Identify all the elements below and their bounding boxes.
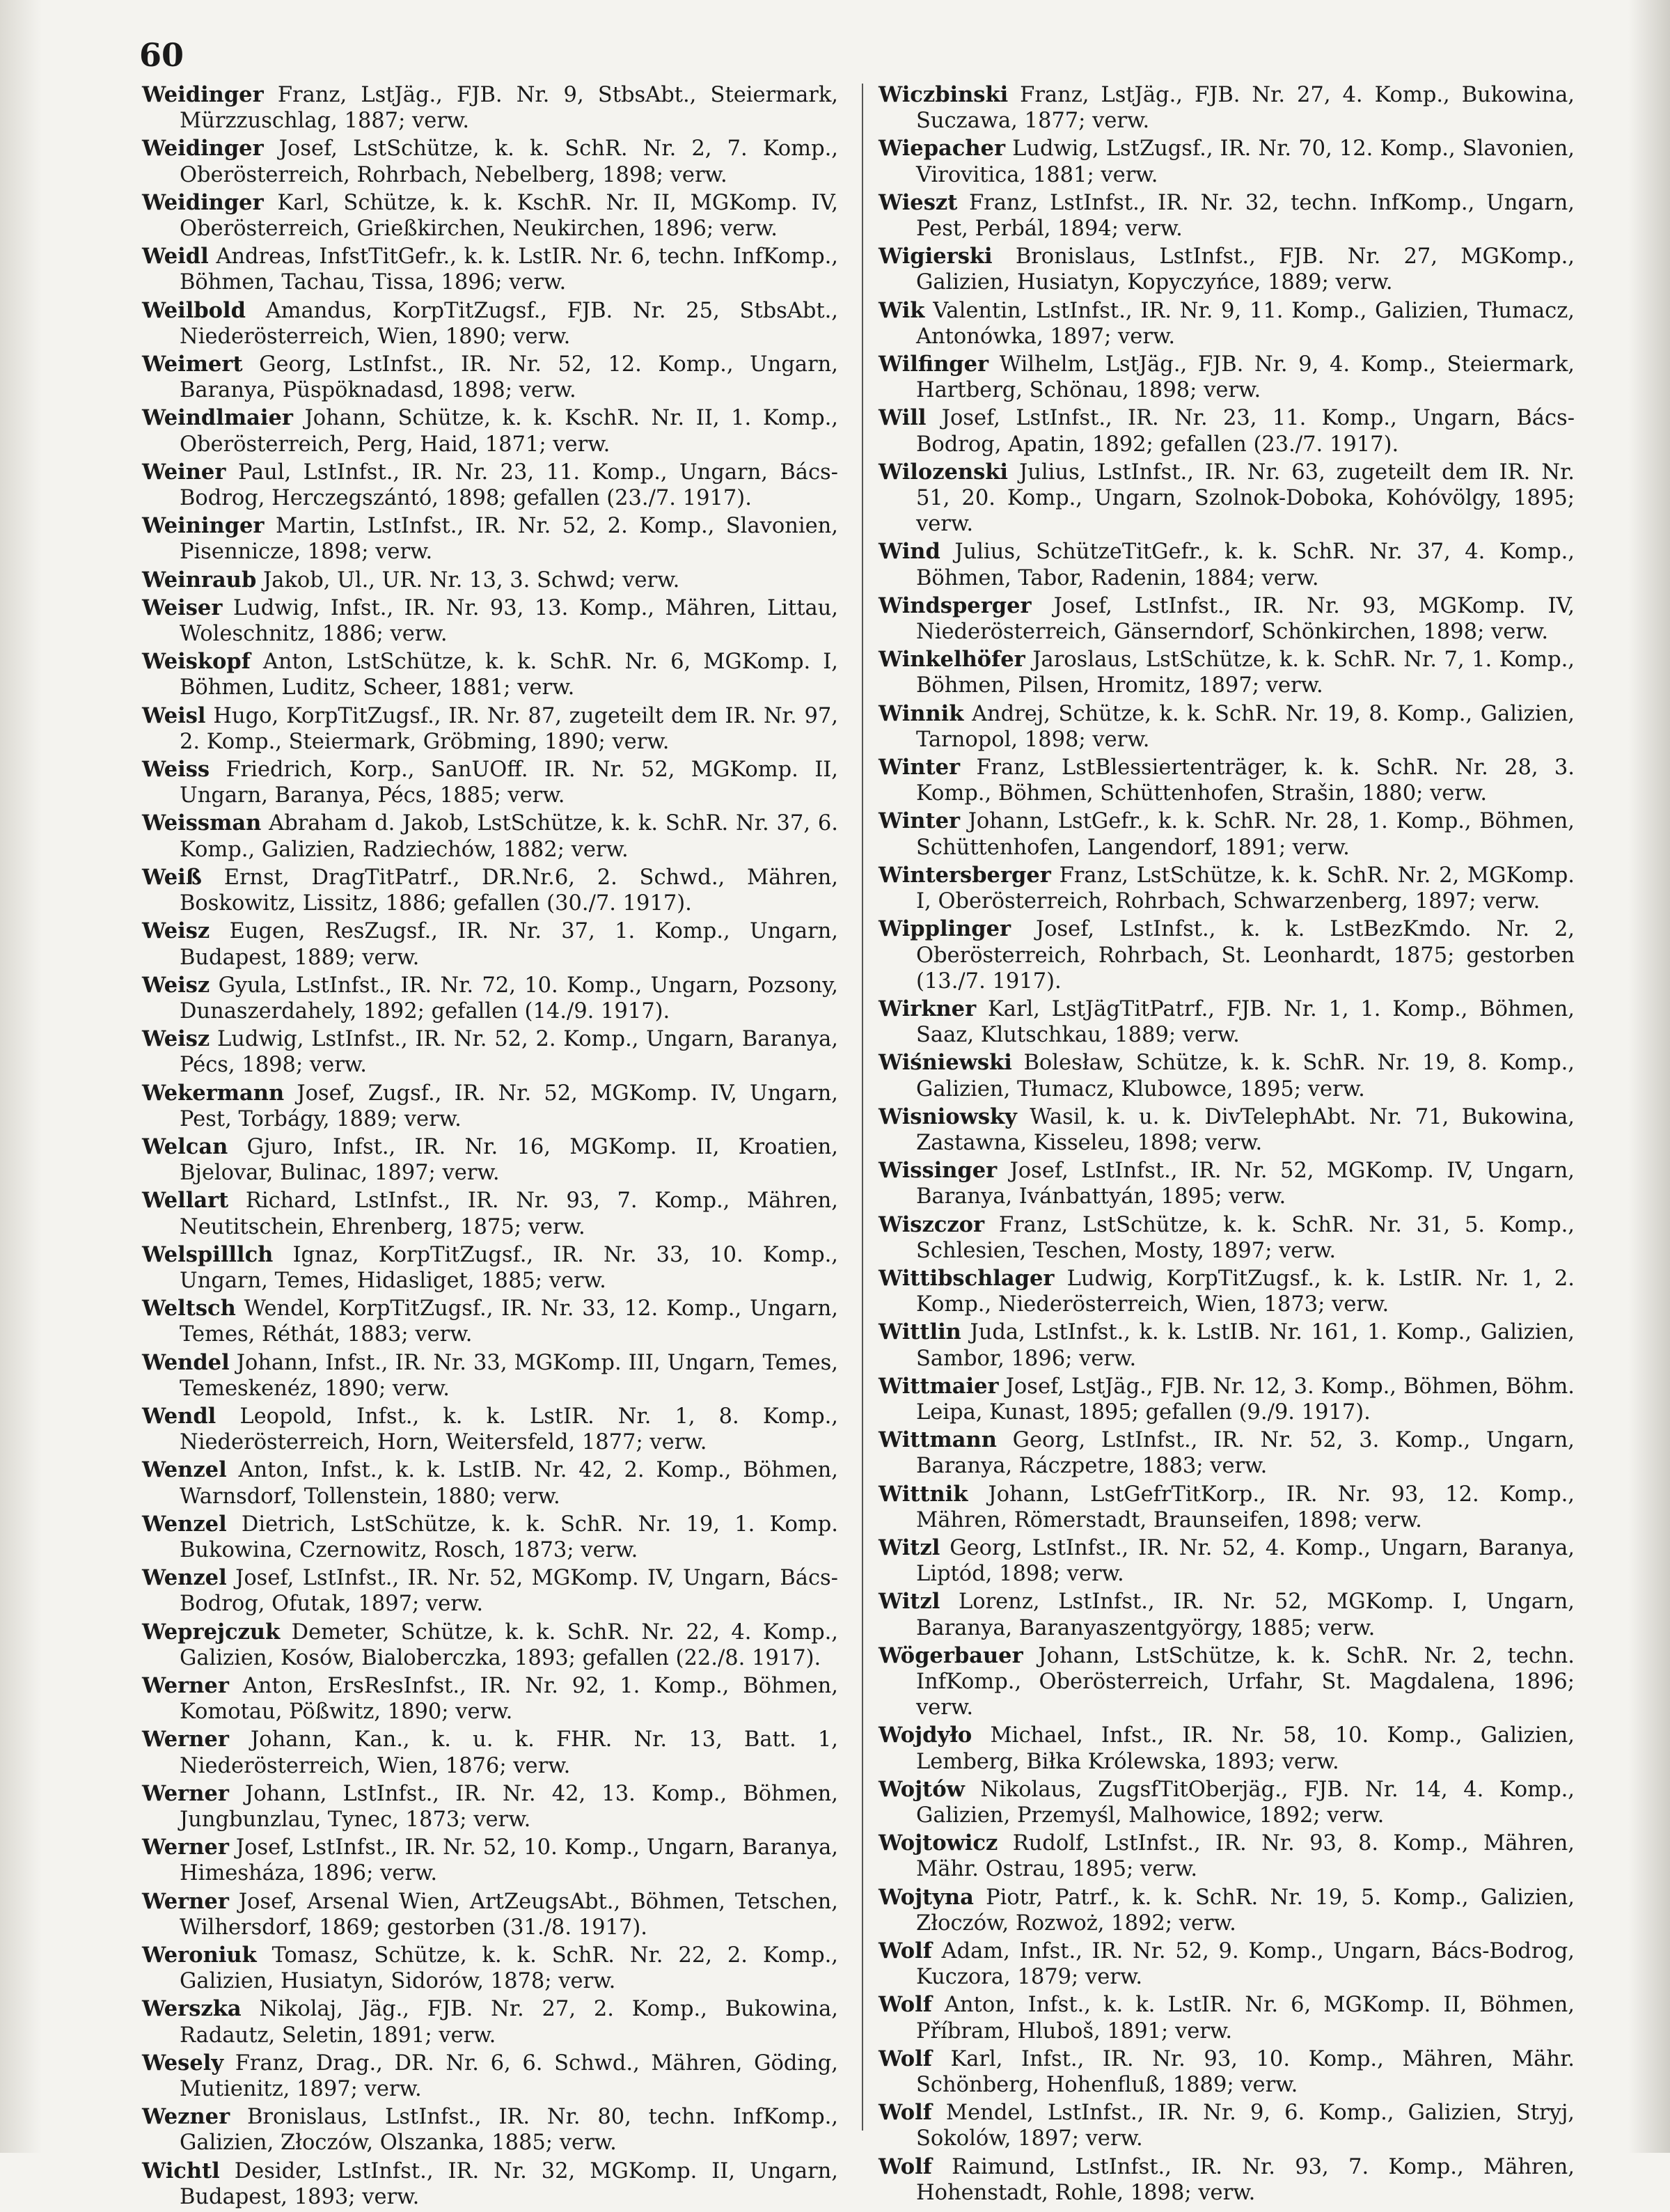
entry-details: Michael, Infst., IR. Nr. 58, 10. Komp., Galizien, Lemberg, Biłka Królewska, 1893; verw. <box>916 1723 1575 1774</box>
entry-surname: Wissinger <box>879 1158 998 1184</box>
entry-details: Abraham d. Jakob, LstSchütze, k. k. SchR. Nr. 37, 6. Komp., Galizien, Radziechów, 1882; verw. <box>180 811 838 862</box>
entry-surname: Wigierski <box>879 244 993 269</box>
entry-surname: Wojtowicz <box>879 1830 998 1856</box>
entry-details: Nikolaus, ZugsfTitOberjäg., FJB. Nr. 14, 4. Komp., Galizien, Przemyśl, Malhowice, 1892; verw. <box>916 1777 1575 1828</box>
casualty-entry <box>879 647 1575 698</box>
entry-details: Valentin, LstInfst., IR. Nr. 9, 11. Komp., Galizien, Tłumacz, Antonówka, 1897; verw. <box>916 298 1575 349</box>
page-edge-shadow-left <box>0 0 42 2153</box>
entry-details: Josef, LstInfst., IR. Nr. 52, MGKomp. IV, Ungarn, Baranya, Ivánbattyán, 1895; verw. <box>916 1159 1575 1209</box>
entry-details: Piotr, Patrf., k. k. SchR. Nr. 19, 5. Komp., Galizien, Złoczów, Rozwoż, 1892; verw. <box>916 1885 1575 1936</box>
entry-surname: Winter <box>879 755 961 781</box>
entry-details: Anton, Infst., k. k. LstIR. Nr. 6, MGKomp. II, Böhmen, Příbram, Hluboš, 1891; verw. <box>916 1993 1575 2044</box>
casualty-entry <box>879 1050 1575 1101</box>
casualty-entry <box>142 513 838 565</box>
casualty-entry <box>142 1512 838 1563</box>
entry-surname: Wiczbinski <box>879 82 1009 107</box>
casualty-entry <box>879 1482 1575 1533</box>
casualty-entry <box>879 136 1575 187</box>
casualty-entry <box>142 1781 838 1833</box>
casualty-entry <box>142 2050 838 2102</box>
casualty-entry <box>879 755 1575 806</box>
casualty-entry <box>879 82 1575 134</box>
casualty-entry <box>142 1565 838 1617</box>
casualty-entry <box>879 916 1575 994</box>
entry-surname: Wilfinger <box>879 352 989 377</box>
casualty-entry <box>879 539 1575 590</box>
entry-details: Friedrich, Korp., SanUOff. IR. Nr. 52, MGKomp. II, Ungarn, Baranya, Pécs, 1885; verw. <box>180 758 838 808</box>
page-number: 60 <box>139 36 184 74</box>
entry-details: Josef, LstSchütze, k. k. SchR. Nr. 2, 7. Komp., Oberösterreich, Rohrbach, Nebelberg, 1898; verw. <box>180 136 838 187</box>
entry-details: Jakob, Ul., UR. Nr. 13, 3. Schwd; verw. <box>262 567 680 593</box>
entry-details: Ludwig, LstZugsf., IR. Nr. 70, 12. Komp., Slavonien, Virovitica, 1881; verw. <box>916 136 1575 187</box>
right-column <box>879 82 1575 2208</box>
casualty-entry <box>879 244 1575 295</box>
casualty-entry <box>879 2154 1575 2206</box>
entry-surname: Wojtów <box>879 1776 965 1802</box>
entry-details: Amandus, KorpTitZugsf., FJB. Nr. 25, StbsAbt., Niederösterreich, Wien, 1890; verw. <box>180 298 839 349</box>
entry-details: Paul, LstInfst., IR. Nr. 23, 11. Komp., Ungarn, Bács-Bodrog, Herczegszántó, 1898; gefallen (23./7. 1917). <box>180 460 838 511</box>
entry-surname: Witzl <box>879 1589 940 1615</box>
casualty-entry <box>879 1885 1575 1936</box>
casualty-entry <box>142 1296 838 1347</box>
casualty-entry <box>879 1319 1575 1371</box>
entry-surname: Wellart <box>142 1188 229 1214</box>
entry-details: Johann, LstSchütze, k. k. SchR. Nr. 2, techn. InfKomp., Oberösterreich, Urfahr, St. Magdalena, 1896; verw. <box>916 1643 1575 1720</box>
casualty-entry <box>142 2104 838 2156</box>
entry-details: Karl, Schütze, k. k. KschR. Nr. II, MGKomp. IV, Oberösterreich, Grießkirchen, Neukirchen, 1896; verw. <box>180 190 838 242</box>
casualty-entry <box>879 1643 1575 1721</box>
entry-details: Franz, LstSchütze, k. k. SchR. Nr. 31, 5. Komp., Schlesien, Teschen, Mosty, 1897; verw. <box>916 1212 1575 1263</box>
entry-surname: Wipplinger <box>879 916 1011 942</box>
entry-details: Rudolf, LstInfst., IR. Nr. 93, 8. Komp., Mähren, Mähr. Ostrau, 1895; verw. <box>916 1831 1575 1882</box>
entry-surname: Wolf <box>879 2154 932 2179</box>
entry-surname: Wichtl <box>142 2158 220 2183</box>
entry-details: Andreas, InfstTitGefr., k. k. LstIR. Nr. 6, techn. InfKomp., Böhmen, Tachau, Tissa, 1896; verw. <box>180 244 838 295</box>
entry-details: Tomasz, Schütze, k. k. SchR. Nr. 22, 2. Komp., Galizien, Husiatyn, Sidorów, 1878; verw. <box>180 1943 838 1994</box>
entry-surname: Werner <box>142 1672 229 1698</box>
entry-surname: Wögerbauer <box>879 1642 1023 1668</box>
entry-surname: Weisz <box>142 1026 210 1052</box>
page-edge-shadow-right <box>1628 0 1670 2153</box>
entry-surname: Wolf <box>879 2100 932 2126</box>
entry-surname: Weiskopf <box>142 649 251 675</box>
entry-surname: Weinraub <box>142 567 257 593</box>
casualty-entry <box>879 1427 1575 1479</box>
left-column <box>142 82 838 2212</box>
casualty-entry <box>142 190 838 242</box>
entry-surname: Winkelhöfer <box>879 647 1025 673</box>
entry-surname: Wenzel <box>142 1511 227 1537</box>
entry-surname: Wenzel <box>142 1565 227 1591</box>
casualty-entry <box>142 1835 838 1886</box>
casualty-entry <box>879 808 1575 860</box>
entry-surname: Wirkner <box>879 996 977 1021</box>
entry-surname: Werner <box>142 1727 229 1752</box>
entry-details: Adam, Infst., IR. Nr. 52, 9. Komp., Ungarn, Bács-Bodrog, Kuczora, 1879; verw. <box>916 1939 1575 1990</box>
casualty-entry <box>879 298 1575 350</box>
entry-surname: Weidinger <box>142 82 264 107</box>
entry-details: Bolesław, Schütze, k. k. SchR. Nr. 19, 8. Komp., Galizien, Tłumacz, Klubowce, 1895; verw. <box>916 1051 1575 1101</box>
casualty-entry <box>142 460 838 511</box>
entry-surname: Weiß <box>142 864 202 890</box>
casualty-entry <box>879 996 1575 1048</box>
entry-details: Josef, Arsenal Wien, ArtZeugsAbt., Böhmen, Tetschen, Wilhersdorf, 1869; gestorben (31./8. 1917). <box>180 1889 838 1940</box>
entry-surname: Welcan <box>142 1134 228 1159</box>
entry-surname: Winnik <box>879 700 964 726</box>
entry-surname: Weidl <box>142 244 209 269</box>
entry-surname: Wojtyna <box>879 1884 974 1910</box>
entry-surname: Wendl <box>142 1403 216 1429</box>
casualty-entry <box>142 1889 838 1940</box>
entry-details: Jaroslaus, LstSchütze, k. k. SchR. Nr. 7, 1. Komp., Böhmen, Pilsen, Hromitz, 1897; verw. <box>916 648 1575 698</box>
entry-surname: Welspilllch <box>142 1241 274 1267</box>
casualty-entry <box>142 1619 838 1671</box>
casualty-entry <box>879 1374 1575 1425</box>
casualty-entry <box>142 649 838 700</box>
entry-details: Julius, LstInfst., IR. Nr. 63, zugeteilt dem IR. Nr. 51, 20. Komp., Ungarn, Szolnok-Doboka, Kohóvölgy, 1895; verw. <box>916 460 1575 537</box>
entry-details: Johann, LstInfst., IR. Nr. 42, 13. Komp., Böhmen, Jungbunzlau, Tynec, 1873; verw. <box>180 1781 838 1832</box>
entry-surname: Werner <box>142 1780 229 1806</box>
entry-details: Johann, Kan., k. u. k. FHR. Nr. 13, Batt. 1, Niederösterreich, Wien, 1876; verw. <box>180 1727 838 1778</box>
entry-surname: Werner <box>142 1888 229 1914</box>
entry-surname: Weiner <box>142 459 226 485</box>
entry-details: Josef, LstInfst., IR. Nr. 93, MGKomp. IV, Niederösterreich, Gänserndorf, Schönkirchen, 1898; verw. <box>916 593 1575 645</box>
entry-surname: Weilbold <box>142 297 246 323</box>
entry-surname: Wittnik <box>879 1481 968 1507</box>
entry-surname: Weininger <box>142 513 265 539</box>
entry-details: Nikolaj, Jäg., FJB. Nr. 27, 2. Komp., Bukowina, Radautz, Seletin, 1891; verw. <box>180 1997 838 2048</box>
entry-details: Georg, LstInfst., IR. Nr. 52, 12. Komp., Ungarn, Baranya, Püspöknadasd, 1898; verw. <box>180 352 838 403</box>
casualty-entry <box>142 595 838 647</box>
entry-details: Gjuro, Infst., IR. Nr. 16, MGKomp. II, Kroatien, Bjelovar, Bulinac, 1897; verw. <box>180 1134 838 1186</box>
casualty-entry <box>142 865 838 916</box>
entry-details: Franz, LstJäg., FJB. Nr. 9, StbsAbt., Steiermark, Mürzzuschlag, 1887; verw. <box>180 83 839 134</box>
casualty-entry <box>879 1830 1575 1882</box>
casualty-entry <box>142 1943 838 1994</box>
entry-surname: Wolf <box>879 2046 932 2071</box>
entry-details: Karl, LstJägTitPatrf., FJB. Nr. 1, 1. Komp., Böhmen, Saaz, Klutschkau, 1889; verw. <box>916 996 1575 1048</box>
casualty-entry <box>142 1727 838 1778</box>
casualty-entry <box>142 1673 838 1725</box>
entry-details: Franz, LstSchütze, k. k. SchR. Nr. 2, MGKomp. I, Oberösterreich, Rohrbach, Schwarzenberg, 1897; verw. <box>916 863 1575 914</box>
casualty-entry <box>142 1350 838 1402</box>
entry-details: Franz, LstBlessiertenträger, k. k. SchR. Nr. 28, 3. Komp., Böhmen, Schüttenhofen, Strašin, 1880; verw. <box>916 755 1575 806</box>
entry-details: Mendel, LstInfst., IR. Nr. 9, 6. Komp., Galizien, Stryj, Sokolów, 1897; verw. <box>916 2101 1575 2151</box>
entry-details: Anton, ErsResInfst., IR. Nr. 92, 1. Komp., Böhmen, Komotau, Pößwitz, 1890; verw. <box>180 1673 838 1725</box>
entry-surname: Werner <box>142 1835 229 1860</box>
entry-surname: Wieszt <box>879 189 958 215</box>
entry-details: Anton, LstSchütze, k. k. SchR. Nr. 6, MGKomp. I, Böhmen, Luditz, Scheer, 1881; verw. <box>180 650 838 700</box>
casualty-entry <box>879 1212 1575 1264</box>
entry-surname: Weidinger <box>142 189 264 215</box>
entry-details: Desider, LstInfst., IR. Nr. 32, MGKomp. II, Ungarn, Budapest, 1893; verw. <box>180 2158 838 2209</box>
casualty-entry <box>142 1457 838 1509</box>
entry-details: Josef, LstInfst., IR. Nr. 52, 10. Komp., Ungarn, Baranya, Himesháza, 1896; verw. <box>180 1835 838 1886</box>
entry-details: Raimund, LstInfst., IR. Nr. 93, 7. Komp., Mähren, Hohenstadt, Rohle, 1898; verw. <box>916 2154 1575 2205</box>
entry-surname: Wezner <box>142 2104 230 2130</box>
casualty-entry <box>879 1777 1575 1828</box>
casualty-entry <box>879 1535 1575 1587</box>
entry-surname: Weisz <box>142 918 210 944</box>
casualty-entry <box>879 1723 1575 1774</box>
column-divider <box>862 84 863 2131</box>
entry-details: Julius, SchützeTitGefr., k. k. SchR. Nr. 37, 4. Komp., Böhmen, Tabor, Radenin, 1884; verw. <box>916 540 1575 590</box>
entry-details: Franz, LstJäg., FJB. Nr. 27, 4. Komp., Bukowina, Suczawa, 1877; verw. <box>916 83 1575 134</box>
casualty-entry <box>142 136 838 187</box>
entry-surname: Weisz <box>142 972 210 998</box>
entry-details: Dietrich, LstSchütze, k. k. SchR. Nr. 19, 1. Komp. Bukowina, Czernowitz, Rosch, 1873; verw. <box>180 1512 838 1562</box>
entry-details: Bronislaus, LstInfst., FJB. Nr. 27, MGKomp., Galizien, Husiatyn, Kopyczyńce, 1889; verw. <box>916 244 1575 295</box>
entry-surname: Weroniuk <box>142 1943 257 1968</box>
casualty-entry <box>879 190 1575 242</box>
casualty-entry <box>142 1026 838 1078</box>
casualty-entry <box>879 405 1575 457</box>
entry-details: Josef, LstInfst., IR. Nr. 52, MGKomp. IV, Ungarn, Bács-Bodrog, Ofutak, 1897; verw. <box>180 1566 838 1617</box>
casualty-entry <box>879 1992 1575 2044</box>
entry-surname: Wiepacher <box>879 136 1006 162</box>
entry-details: Gyula, LstInfst., IR. Nr. 72, 10. Komp., Ungarn, Pozsony, Dunaszerdahely, 1892; gefallen (14./9. 1917). <box>180 973 839 1023</box>
casualty-entry <box>142 918 838 970</box>
entry-details: Demeter, Schütze, k. k. SchR. Nr. 22, 4. Komp., Galizien, Kosów, Bialoberczka, 1893; gefallen (22./8. 1917). <box>180 1619 838 1670</box>
entry-details: Josef, Zugsf., IR. Nr. 52, MGKomp. IV, Ungarn, Pest, Torbágy, 1889; verw. <box>180 1081 838 1131</box>
casualty-entry <box>142 1404 838 1455</box>
entry-details: Anton, Infst., k. k. LstIB. Nr. 42, 2. Komp., Böhmen, Warnsdorf, Tollenstein, 1880; verw. <box>180 1458 838 1509</box>
casualty-entry <box>879 701 1575 753</box>
entry-surname: Wojdyło <box>879 1723 972 1748</box>
entry-surname: Weiser <box>142 595 223 620</box>
entry-details: Johann, LstGefr., k. k. SchR. Nr. 28, 1. Komp., Böhmen, Schüttenhofen, Langendorf, 1891; verw. <box>916 809 1575 860</box>
entry-details: Juda, LstInfst., k. k. LstIB. Nr. 161, 1. Komp., Galizien, Sambor, 1896; verw. <box>916 1320 1575 1371</box>
entry-surname: Wittmaier <box>879 1373 999 1399</box>
entry-details: Franz, LstInfst., IR. Nr. 32, techn. InfKomp., Ungarn, Pest, Perbál, 1894; verw. <box>916 190 1575 242</box>
entry-surname: Weindlmaier <box>142 405 293 431</box>
entry-details: Ignaz, KorpTitZugsf., IR. Nr. 33, 10. Komp., Ungarn, Temes, Hidasliget, 1885; verw. <box>180 1242 838 1293</box>
casualty-entry <box>142 2158 838 2210</box>
entry-details: Leopold, Infst., k. k. LstIR. Nr. 1, 8. Komp., Niederösterreich, Horn, Weitersfeld, 1877; verw. <box>180 1404 838 1455</box>
entry-details: Wendel, KorpTitZugsf., IR. Nr. 33, 12. Komp., Ungarn, Temes, Réthát, 1883; verw. <box>180 1296 838 1347</box>
entry-surname: Weidinger <box>142 136 264 162</box>
entry-details: Johann, Schütze, k. k. KschR. Nr. II, 1. Komp., Oberösterreich, Perg, Haid, 1871; verw. <box>180 406 838 457</box>
casualty-entry <box>142 405 838 457</box>
casualty-entry <box>142 352 838 403</box>
entry-surname: Wittmann <box>879 1427 997 1453</box>
entry-details: Georg, LstInfst., IR. Nr. 52, 3. Komp., Ungarn, Baranya, Ráczpetre, 1883; verw. <box>916 1428 1575 1479</box>
casualty-entry <box>879 1589 1575 1640</box>
entry-details: Ludwig, Infst., IR. Nr. 93, 13. Komp., Mähren, Littau, Woleschnitz, 1886; verw. <box>180 595 839 647</box>
entry-surname: Winter <box>879 808 961 834</box>
entry-details: Richard, LstInfst., IR. Nr. 93, 7. Komp., Mähren, Neutitschein, Ehrenberg, 1875; verw. <box>180 1189 838 1239</box>
entry-details: Ludwig, KorpTitZugsf., k. k. LstIR. Nr. 1, 2. Komp., Niederösterreich, Wien, 1873; verw. <box>916 1266 1575 1317</box>
entry-details: Franz, Drag., DR. Nr. 6, 6. Schwd., Mähren, Göding, Mutienitz, 1897; verw. <box>180 2050 838 2102</box>
entry-details: Wasil, k. u. k. DivTelephAbt. Nr. 71, Bukowina, Zastawna, Kisseleu, 1898; verw. <box>916 1104 1575 1155</box>
entry-surname: Wintersberger <box>879 862 1051 888</box>
entry-details: Johann, Infst., IR. Nr. 33, MGKomp. III, Ungarn, Temes, Temeskenéz, 1890; verw. <box>180 1350 838 1401</box>
casualty-entry <box>879 1104 1575 1156</box>
entry-surname: Wisniowsky <box>879 1104 1017 1129</box>
entry-details: Andrej, Schütze, k. k. SchR. Nr. 19, 8. Komp., Galizien, Tarnopol, 1898; verw. <box>916 701 1575 752</box>
entry-surname: Wendel <box>142 1349 230 1375</box>
entry-details: Lorenz, LstInfst., IR. Nr. 52, MGKomp. I, Ungarn, Baranya, Baranyaszentgyörgy, 1885; verw. <box>916 1590 1575 1640</box>
entry-details: Hugo, KorpTitZugsf., IR. Nr. 87, zugeteilt dem IR. Nr. 97, 2. Komp., Steiermark, Gröbming, 1890; verw. <box>180 703 838 754</box>
casualty-entry <box>142 973 838 1024</box>
entry-details: Bronislaus, LstInfst., IR. Nr. 80, techn. InfKomp., Galizien, Złoczów, Olszanka, 1885; verw. <box>180 2105 838 2156</box>
casualty-entry <box>879 1266 1575 1317</box>
entry-surname: Wenzel <box>142 1457 227 1483</box>
casualty-entry <box>142 1242 838 1294</box>
entry-details: Josef, LstInfst., IR. Nr. 23, 11. Komp., Ungarn, Bács-Bodrog, Apatin, 1892; gefallen (23./7. 1917). <box>916 406 1575 457</box>
casualty-entry <box>879 863 1575 914</box>
entry-details: Eugen, ResZugsf., IR. Nr. 37, 1. Komp., Ungarn, Budapest, 1889; verw. <box>180 919 838 970</box>
entry-details: Martin, LstInfst., IR. Nr. 52, 2. Komp., Slavonien, Pisennicze, 1898; verw. <box>180 514 839 565</box>
entry-surname: Wittibschlager <box>879 1265 1055 1291</box>
entry-surname: Weltsch <box>142 1296 236 1321</box>
casualty-entry <box>142 757 838 808</box>
entry-surname: Windsperger <box>879 593 1032 618</box>
casualty-entry <box>142 1188 838 1239</box>
entry-details: Ludwig, LstInfst., IR. Nr. 52, 2. Komp., Ungarn, Baranya, Pécs, 1898; verw. <box>180 1027 839 1078</box>
entry-surname: Wind <box>879 539 940 565</box>
entry-surname: Will <box>879 405 927 431</box>
entry-surname: Werszka <box>142 1996 242 2022</box>
casualty-entry <box>879 460 1575 538</box>
entry-surname: Weisl <box>142 703 206 728</box>
entry-surname: Weimert <box>142 352 243 377</box>
casualty-entry <box>142 82 838 134</box>
casualty-entry <box>142 810 838 862</box>
entry-details: Georg, LstInfst., IR. Nr. 52, 4. Komp., Ungarn, Baranya, Liptód, 1898; verw. <box>916 1535 1575 1587</box>
casualty-entry <box>879 2046 1575 2098</box>
entry-surname: Weiss <box>142 757 210 783</box>
casualty-entry <box>879 1158 1575 1209</box>
entry-details: Johann, LstGefrTitKorp., IR. Nr. 93, 12. Komp., Mähren, Römerstadt, Braunseifen, 1898; verw. <box>916 1482 1575 1532</box>
entry-details: Ernst, DragTitPatrf., DR.Nr.6, 2. Schwd., Mähren, Boskowitz, Lissitz, 1886; gefallen (30./7. 1917). <box>180 865 838 916</box>
casualty-entry <box>142 703 838 755</box>
entry-details: Josef, LstJäg., FJB. Nr. 12, 3. Komp., Böhmen, Böhm. Leipa, Kunast, 1895; gefallen (9./9. 1917). <box>916 1374 1575 1425</box>
casualty-entry <box>142 567 838 593</box>
entry-surname: Wiszczor <box>879 1211 985 1237</box>
casualty-entry <box>142 244 838 295</box>
entry-surname: Weprejczuk <box>142 1619 281 1645</box>
entry-surname: Wekermann <box>142 1080 285 1106</box>
entry-surname: Wik <box>879 297 925 323</box>
entry-surname: Witzl <box>879 1535 940 1560</box>
casualty-entry <box>879 2100 1575 2151</box>
casualty-entry <box>879 593 1575 645</box>
entry-details: Karl, Infst., IR. Nr. 93, 10. Komp., Mähren, Mähr. Schönberg, Hohenfluß, 1889; verw. <box>916 2046 1575 2098</box>
entry-surname: Wolf <box>879 1992 932 2018</box>
entry-details: Josef, LstInfst., k. k. LstBezKmdo. Nr. 2, Oberösterreich, Rohrbach, St. Leonhardt, 1875; gestorben (13./7. 1917). <box>916 917 1575 994</box>
casualty-entry <box>879 352 1575 403</box>
entry-surname: Wilozenski <box>879 459 1009 485</box>
entry-surname: Wesely <box>142 2050 224 2076</box>
entry-surname: Wittlin <box>879 1319 961 1345</box>
casualty-entry <box>142 298 838 350</box>
casualty-entry <box>142 1134 838 1186</box>
entry-surname: Weissman <box>142 810 262 836</box>
entry-surname: Wolf <box>879 1938 932 1964</box>
entry-surname: Wiśniewski <box>879 1050 1012 1076</box>
casualty-entry <box>142 1081 838 1132</box>
casualty-entry <box>142 1996 838 2048</box>
casualty-entry <box>879 1938 1575 1990</box>
entry-details: Wilhelm, LstJäg., FJB. Nr. 9, 4. Komp., Steiermark, Hartberg, Schönau, 1898; verw. <box>916 352 1575 403</box>
